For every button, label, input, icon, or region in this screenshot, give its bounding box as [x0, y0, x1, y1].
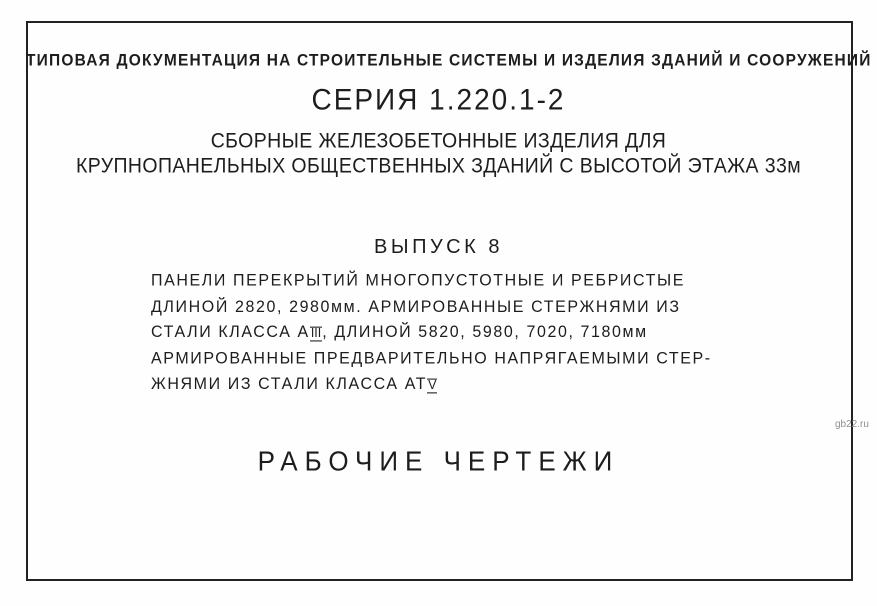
description-line-5-prefix: ЖНЯМИ ИЗ СТАЛИ КЛАССА АТ	[151, 375, 428, 394]
series-title: СЕРИЯ 1.220.1-2	[311, 83, 566, 116]
panel-description	[151, 268, 712, 398]
work-drawings-title: РАБОЧИЕ ЧЕРТЕЖИ	[257, 445, 620, 477]
document-subtitle	[0, 129, 877, 179]
description-line-3-suffix: , ДЛИНОЙ 5820, 5980, 7020, 7180мм	[322, 323, 648, 342]
description-line-3-prefix: СТАЛИ КЛАССА А	[151, 323, 310, 342]
description-line-3	[151, 320, 712, 346]
subtitle-line-1: СБОРНЫЕ ЖЕЛЕЗОБЕТОННЫЕ ИЗДЕЛИЯ ДЛЯ	[210, 129, 667, 153]
description-line-2: ДЛИНОЙ 2820, 2980мм. АРМИРОВАННЫЕ СТЕРЖНЯМИ ИЗ	[151, 297, 681, 316]
description-line-4: АРМИРОВАННЫЕ ПРЕДВАРИТЕЛЬНО НАПРЯГАЕМЫМИ СТЕР-	[151, 349, 712, 368]
steel-class-roman-numeral-iii: III	[310, 325, 322, 341]
description-line-1: ПАНЕЛИ ПЕРЕКРЫТИЙ МНОГОПУСТОТНЫЕ И РЕБРИСТЫЕ	[151, 271, 686, 290]
site-watermark: gb22.ru	[835, 419, 869, 430]
issue-number: ВЫПУСК 8	[374, 236, 503, 258]
steel-class-roman-numeral-v: V	[428, 377, 437, 393]
document-header: ТИПОВАЯ ДОКУМЕНТАЦИЯ НА СТРОИТЕЛЬНЫЕ СИСТЕМЫ И ИЗДЕЛИЯ ЗДАНИЙ И СООРУЖЕНИЙ	[26, 51, 872, 70]
subtitle-line-2: КРУПНОПАНЕЛЬНЫХ ОБЩЕСТВЕННЫХ ЗДАНИЙ С ВЫСОТОЙ ЭТАЖА 33м	[75, 154, 802, 178]
description-line-5	[151, 372, 712, 398]
